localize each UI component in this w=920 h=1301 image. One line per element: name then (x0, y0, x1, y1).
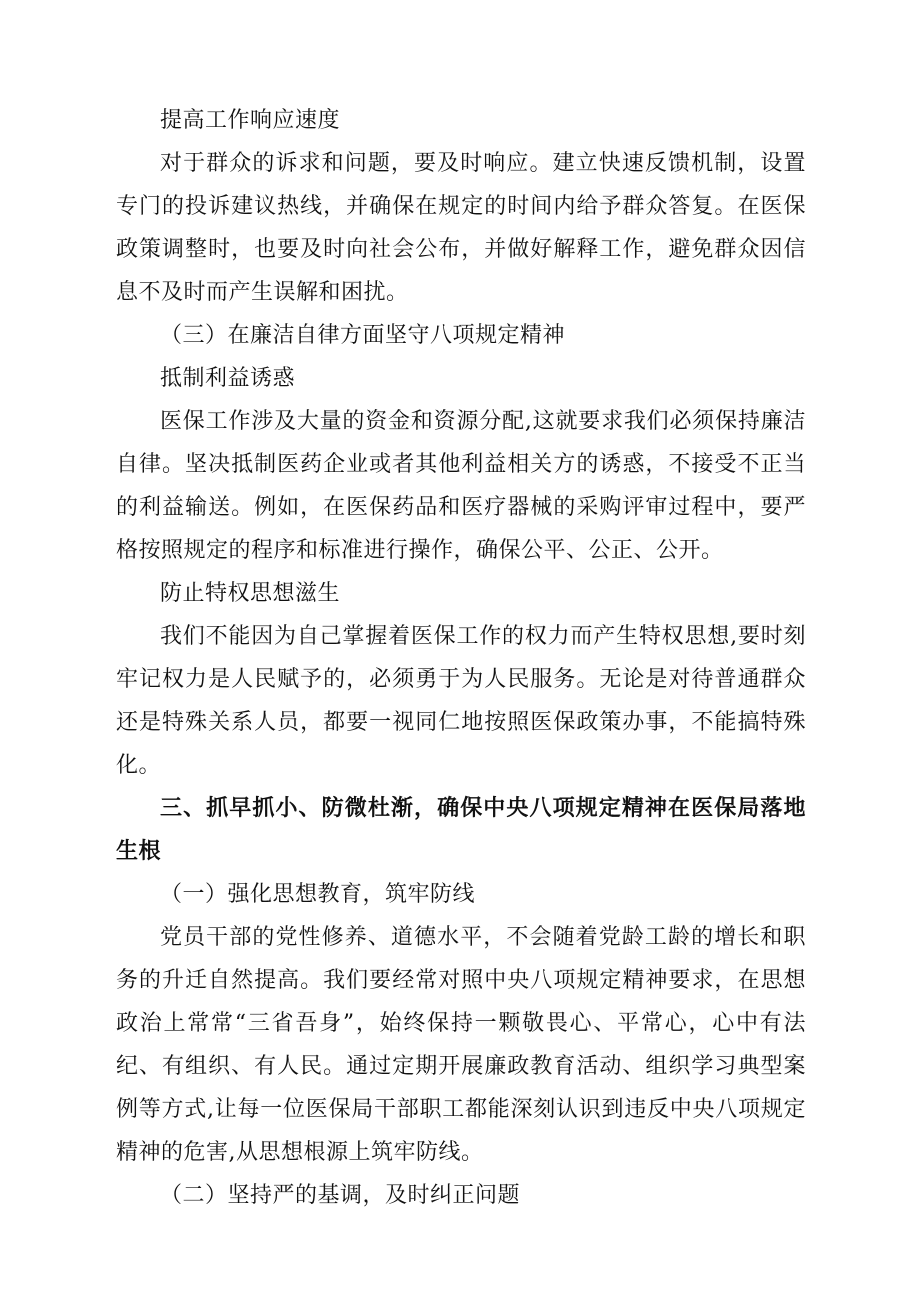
subtopic-heading-prevent-privilege: 防止特权思想滋生 (160, 581, 341, 606)
paragraph-resist-temptation: 医保工作涉及大量的资金和资源分配,这就要求我们必须保持廉洁自律。坚决抵制医药企业或者其他利益相关方的诱惑，不接受不正当的利益输送。例如，在医保药品和医疗器械的采购评审过程中，要严格按照规定的程序和标准进行操作，确保公平、公正、公开。 (116, 409, 806, 563)
subsection-heading-integrity: （三）在廉洁自律方面坚守八项规定精神 (160, 323, 566, 348)
paragraph-response-speed: 对于群众的诉求和问题，要及时响应。建立快速反馈机制，设置专门的投诉建议热线，并确保在规定的时间内给予群众答复。在医保政策调整时，也要及时向社会公布，并做好解释工作，避免群众因信息不及时而产生误解和困扰。 (116, 151, 806, 305)
paragraph-education: 党员干部的党性修养、道德水平，不会随着党龄工龄的增长和职务的升迁自然提高。我们要经常对照中央八项规定精神要求，在思想政治上常常“三省吾身”，始终保持一颗敬畏心、平常心，心中有法纪、有组织、有人民。通过定期开展廉政教育活动、组织学习典型案例等方式,让每一位医保局干部职工都能深刻认识到违反中央八项规定精神的危害,从思想根源上筑牢防线。 (116, 925, 806, 1165)
subsection-heading-strict-tone: （二）坚持严的基调，及时纠正问题 (160, 1183, 521, 1208)
subtopic-heading-response-speed: 提高工作响应速度 (160, 108, 341, 133)
document-body (116, 99, 806, 1217)
subtopic-heading-resist-temptation: 抵制利益诱惑 (160, 366, 296, 391)
paragraph-prevent-privilege: 我们不能因为自己掌握着医保工作的权力而产生特权思想,要时刻牢记权力是人民赋予的，必须勇于为人民服务。无论是对待普通群众还是特殊关系人员，都要一视同仁地按照医保政策办事，不能搞特殊化。 (116, 624, 806, 778)
section-heading-three: 三、抓早抓小、防微杜渐，确保中央八项规定精神在医保局落地生根 (116, 795, 806, 864)
subsection-heading-education: （一）强化思想教育，筑牢防线 (160, 882, 476, 907)
